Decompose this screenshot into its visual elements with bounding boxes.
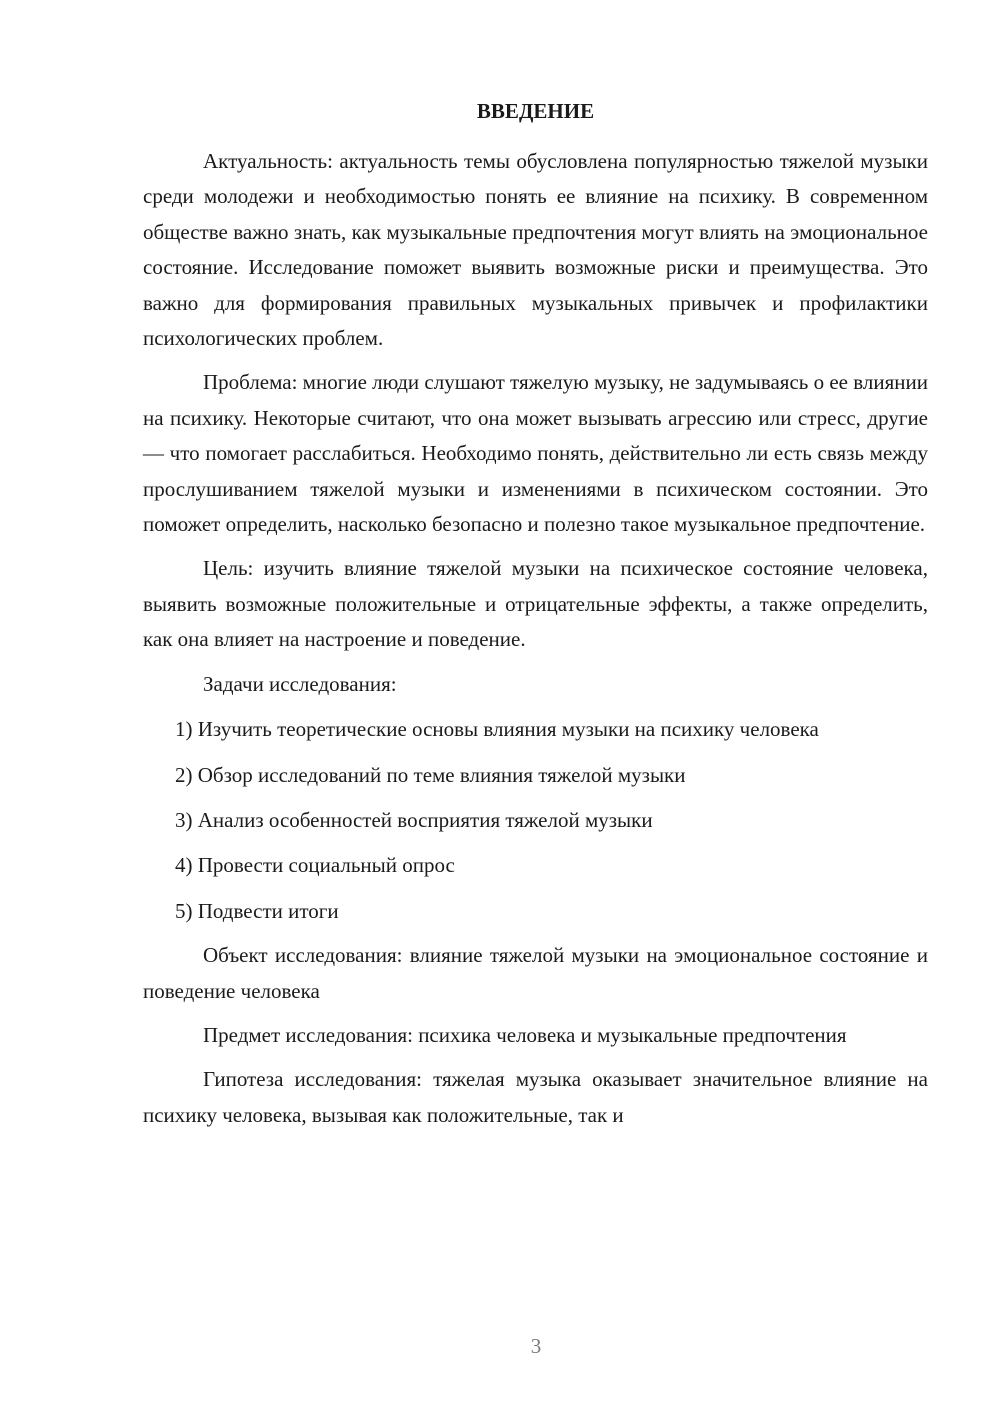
list-item: 5) Подвести итоги <box>175 898 339 923</box>
paragraph-tasks-heading: Задачи исследования: <box>203 671 397 696</box>
list-item: 2) Обзор исследований по теме влияния тяжелой музыки <box>175 762 686 787</box>
list-item: 1) Изучить теоретические основы влияния музыки на психику человека <box>175 717 819 742</box>
paragraph-relevance: Актуальность: актуальность темы обусловлена популярностью тяжелой музыки среди молодежи и необходимостью понять ее влияние на психику. В современном обществе важно знать, как музыкальные предпочтения могут влиять на эмоциональное состояние. Исследование поможет выявить возможные риски и преимущества. Это важно для формирования правильных музыкальных привычек и профилактики психологических проблем. <box>143 149 928 351</box>
paragraph-subject: Предмет исследования: психика человека и музыкальные предпочтения <box>203 1022 847 1047</box>
paragraph-problem: Проблема: многие люди слушают тяжелую музыку, не задумываясь о ее влиянии на психику. Некоторые считают, что она может вызывать агрессию или стресс, другие — что помогает расслабиться. Необходимо понять, действительно ли есть связь между прослушиванием тяжелой музыки и изменениями в психическом состоянии. Это поможет определить, насколько безопасно и полезно такое музыкальное предпочтение. <box>143 370 928 537</box>
paragraph-object: Объект исследования: влияние тяжелой музыки на эмоциональное состояние и поведение человека <box>143 943 928 1003</box>
list-item: 4) Провести социальный опрос <box>175 853 455 878</box>
paragraph-goal: Цель: изучить влияние тяжелой музыки на психическое состояние человека, выявить возможные положительные и отрицательные эффекты, а также определить, как она влияет на настроение и поведение. <box>143 556 928 652</box>
page-title: ВВЕДЕНИЕ <box>476 99 595 123</box>
document-body <box>143 95 928 1133</box>
tasks-list <box>143 712 928 929</box>
list-item: 3) Анализ особенностей восприятия тяжелой музыки <box>175 807 653 832</box>
paragraph-hypothesis: Гипотеза исследования: тяжелая музыка оказывает значительное влияние на психику человека, вызывая как положительные, так и <box>143 1067 928 1127</box>
page-number: 3 <box>530 1334 542 1358</box>
